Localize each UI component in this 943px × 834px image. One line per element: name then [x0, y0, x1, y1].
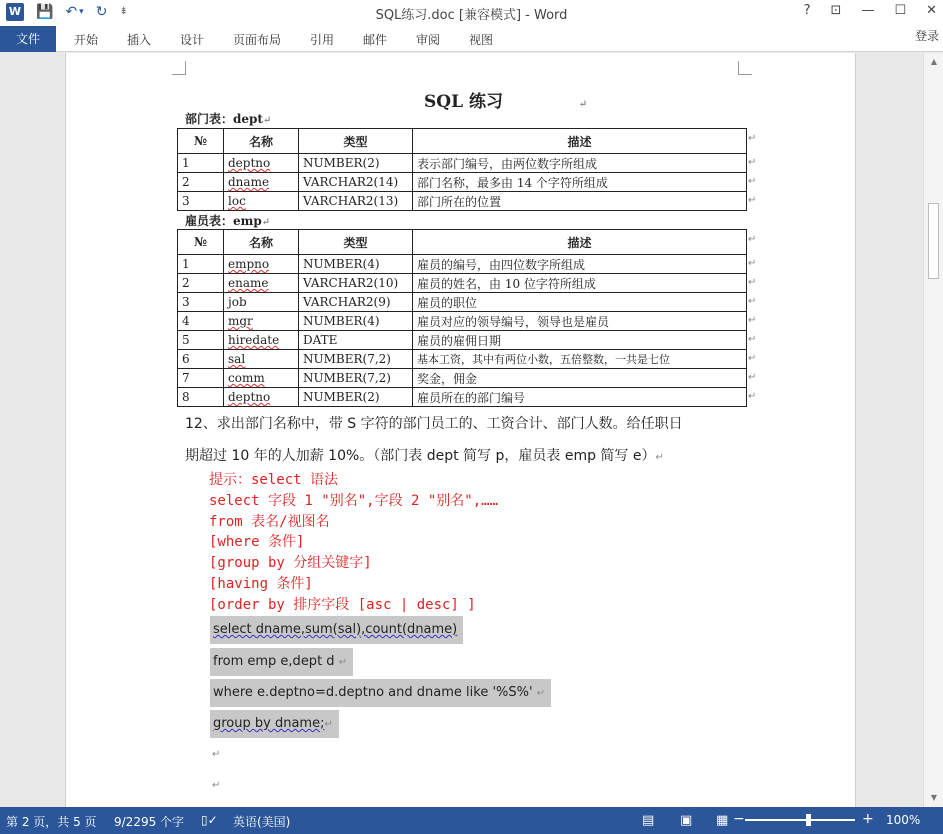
table-row: [178, 154, 747, 173]
table-header-cell: №: [178, 230, 224, 255]
help-icon[interactable]: ?: [803, 3, 811, 18]
hint-line: [order by 排序字段 [asc | desc] ]: [209, 597, 476, 613]
table-header-row: [178, 129, 747, 154]
end-of-row-mark: ↵: [748, 372, 757, 383]
code-line: [210, 616, 463, 644]
zoom-in-button[interactable]: +: [862, 811, 874, 827]
table-cell: 雇员的编号，由四位数字所组成: [413, 255, 747, 274]
tab-mailings[interactable]: 邮件: [363, 33, 388, 47]
window-title: SQL练习.doc [兼容模式] - Word: [375, 8, 568, 23]
hint-line: [group by 分组关键字]: [209, 555, 372, 571]
zoom-level[interactable]: 100%: [886, 813, 921, 827]
tab-references[interactable]: 引用: [310, 33, 335, 47]
table-cell: VARCHAR2(10): [299, 274, 413, 293]
hint-line: [having 条件]: [209, 576, 313, 592]
word-app-icon[interactable]: W: [6, 3, 24, 21]
table-cell: 奖金，佣金: [413, 369, 747, 388]
paragraph-mark: ↵: [261, 217, 271, 228]
margin-corner-mark: [738, 61, 752, 75]
table-header-cell: 类型: [299, 230, 413, 255]
table-header-cell: №: [178, 129, 224, 154]
table-cell: 部门名称，最多由 14 个字符所组成: [413, 173, 747, 192]
hint-line: 提示：select 语法: [209, 472, 339, 488]
tab-page-layout[interactable]: 页面布局: [233, 33, 282, 47]
table-cell: 2: [178, 173, 224, 192]
customize-qat-icon[interactable]: ⇟: [119, 6, 128, 17]
paragraph-mark: ↵: [338, 657, 348, 668]
table-row: [178, 388, 747, 407]
read-mode-icon[interactable]: ▤: [642, 813, 655, 828]
table-cell: 1: [178, 154, 224, 173]
minimize-icon[interactable]: —: [861, 3, 875, 18]
hint-line: from 表名/视图名: [209, 514, 330, 530]
paragraph-mark: ↵: [324, 719, 333, 730]
paragraph-mark: ↵: [212, 749, 221, 760]
table-cell: 7: [178, 369, 224, 388]
paragraph-mark: ↵: [578, 99, 588, 110]
paragraph-mark: ↵: [212, 780, 221, 791]
scroll-up-icon[interactable]: ▲: [930, 57, 938, 66]
page-count[interactable]: 第 2 页，共 5 页: [6, 815, 97, 829]
tab-design[interactable]: 设计: [180, 33, 205, 47]
table-cell: 3: [178, 293, 224, 312]
table-row: [178, 369, 747, 388]
maximize-icon[interactable]: ☐: [894, 3, 907, 18]
proofing-icon[interactable]: ▯✓: [201, 813, 218, 827]
table-cell: 8: [178, 388, 224, 407]
end-of-row-mark: ↵: [748, 176, 757, 187]
table-row: [178, 255, 747, 274]
tab-insert[interactable]: 插入: [127, 33, 152, 47]
table-cell: deptno: [224, 154, 299, 173]
table-cell: hiredate: [224, 331, 299, 350]
code-line-text: group by dname;: [213, 716, 325, 731]
end-of-row-mark: ↵: [748, 296, 757, 307]
zoom-slider-handle[interactable]: [806, 814, 811, 826]
end-of-row-mark: ↵: [748, 315, 757, 326]
table-header-cell: 名称: [224, 230, 299, 255]
save-icon[interactable]: 💾: [36, 4, 54, 20]
table-cell: NUMBER(7,2): [299, 369, 413, 388]
code-line: [210, 679, 551, 707]
table-header-cell: 名称: [224, 129, 299, 154]
document-title-text: SQL 练习: [424, 92, 503, 112]
end-of-row-mark: ↵: [748, 391, 757, 402]
table-cell: dname: [224, 173, 299, 192]
table-cell: comm: [224, 369, 299, 388]
scrollbar-thumb[interactable]: [928, 203, 939, 279]
table-cell: NUMBER(4): [299, 312, 413, 331]
table-row: [178, 331, 747, 350]
end-of-row-mark: ↵: [748, 334, 757, 345]
table-cell: sal: [224, 350, 299, 369]
web-layout-icon[interactable]: ▦: [716, 813, 729, 828]
zoom-slider[interactable]: [745, 819, 855, 821]
table-row: [178, 350, 747, 369]
hint-line: [where 条件]: [209, 534, 305, 550]
vertical-scrollbar[interactable]: [923, 53, 943, 807]
table-header-row: [178, 230, 747, 255]
question-line-1: 12、求出部门名称中，带 S 字符的部门员工的、工资合计、部门人数。给任职日: [185, 416, 683, 432]
language[interactable]: 英语(美国): [233, 815, 291, 829]
tab-file[interactable]: 文件: [0, 26, 56, 52]
table-cell: deptno: [224, 388, 299, 407]
table-cell: 部门所在的位置: [413, 192, 747, 211]
end-of-row-mark: ↵: [748, 234, 757, 245]
end-of-row-mark: ↵: [748, 195, 757, 206]
close-icon[interactable]: ✕: [926, 3, 937, 18]
table-cell: 4: [178, 312, 224, 331]
end-of-row-mark: ↵: [748, 157, 757, 168]
end-of-row-mark: ↵: [748, 258, 757, 269]
end-of-row-mark: ↵: [748, 133, 757, 144]
status-bar: [0, 807, 943, 834]
table-row: [178, 293, 747, 312]
table-cell: 雇员的姓名，由 10 位字符所组成: [413, 274, 747, 293]
table-header-cell: 描述: [413, 230, 747, 255]
table-cell: NUMBER(2): [299, 388, 413, 407]
document-title: [424, 87, 587, 112]
end-of-row-mark: ↵: [748, 353, 757, 364]
code-line: [210, 710, 339, 738]
table-cell: DATE: [299, 331, 413, 350]
margin-corner-mark: [172, 61, 186, 75]
table-cell: ename: [224, 274, 299, 293]
tab-view[interactable]: 视图: [469, 33, 494, 47]
table-cell: 6: [178, 350, 224, 369]
document-area: [0, 53, 923, 807]
table-cell: 1: [178, 255, 224, 274]
dept-table: [177, 128, 747, 211]
table-cell: NUMBER(2): [299, 154, 413, 173]
paragraph-mark: ↵: [536, 688, 546, 699]
zoom-out-button[interactable]: −: [733, 811, 745, 827]
code-line-text: select dname,sum(sal),count(dname): [213, 622, 458, 637]
title-bar: [0, 0, 943, 26]
table-cell: job: [224, 293, 299, 312]
table-cell: NUMBER(4): [299, 255, 413, 274]
table-header-cell: 类型: [299, 129, 413, 154]
table-cell: 基本工资，其中有两位小数，五倍整数，一共是七位: [413, 350, 747, 369]
paragraph-mark: ↵: [262, 115, 272, 126]
code-line-text: from emp e,dept d: [213, 654, 335, 669]
table-cell: 3: [178, 192, 224, 211]
table-cell: mgr: [224, 312, 299, 331]
table-cell: empno: [224, 255, 299, 274]
question-line-2: [185, 445, 664, 465]
table-cell: 雇员的雇佣日期: [413, 331, 747, 350]
table-row: [178, 274, 747, 293]
table-header-cell: 描述: [413, 129, 747, 154]
table-cell: VARCHAR2(14): [299, 173, 413, 192]
paragraph-mark: ↵: [655, 452, 664, 463]
dept-table-label-text: 部门表：dept: [185, 112, 263, 126]
tab-review[interactable]: 审阅: [416, 33, 441, 47]
redo-icon[interactable]: ↻: [95, 4, 108, 20]
tab-home[interactable]: 开始: [74, 33, 99, 47]
hint-line: select 字段 1 "别名",字段 2 "别名",……: [209, 493, 499, 509]
table-row: [178, 173, 747, 192]
document-page[interactable]: [65, 53, 856, 807]
window-controls: [804, 3, 937, 18]
question-line-2-text: 期超过 10 年的人加薪 10%。（部门表 dept 简写 p，雇员表 emp 简写 e）: [185, 448, 656, 464]
scroll-down-icon[interactable]: ▼: [930, 793, 938, 802]
undo-dropdown-icon[interactable]: ▾: [79, 7, 84, 17]
code-line-text: where e.deptno=d.deptno and dname like '%S%': [213, 685, 537, 700]
table-cell: 5: [178, 331, 224, 350]
word-count[interactable]: 9/2295 个字: [114, 815, 185, 829]
table-cell: NUMBER(7,2): [299, 350, 413, 369]
table-cell: VARCHAR2(13): [299, 192, 413, 211]
table-row: [178, 312, 747, 331]
print-layout-icon[interactable]: ▣: [680, 813, 693, 828]
emp-table-label-text: 雇员表：emp: [185, 214, 262, 228]
table-cell: 雇员的职位: [413, 293, 747, 312]
code-line: [210, 648, 353, 676]
emp-table: [177, 229, 747, 407]
table-cell: 雇员所在的部门编号: [413, 388, 747, 407]
table-cell: 雇员对应的领导编号，领导也是雇员: [413, 312, 747, 331]
table-cell: VARCHAR2(9): [299, 293, 413, 312]
ribbon-tabs: [0, 26, 943, 52]
end-of-row-mark: ↵: [748, 277, 757, 288]
dept-table-label: [185, 110, 271, 127]
table-cell: 表示部门编号，由两位数字所组成: [413, 154, 747, 173]
emp-table-label: [185, 212, 270, 229]
table-cell: 2: [178, 274, 224, 293]
table-row: [178, 192, 747, 211]
undo-icon[interactable]: ↶: [65, 4, 78, 20]
sign-in-link[interactable]: 登录: [914, 29, 939, 43]
table-cell: loc: [224, 192, 299, 211]
ribbon-display-options-icon[interactable]: ⊡: [830, 3, 842, 18]
